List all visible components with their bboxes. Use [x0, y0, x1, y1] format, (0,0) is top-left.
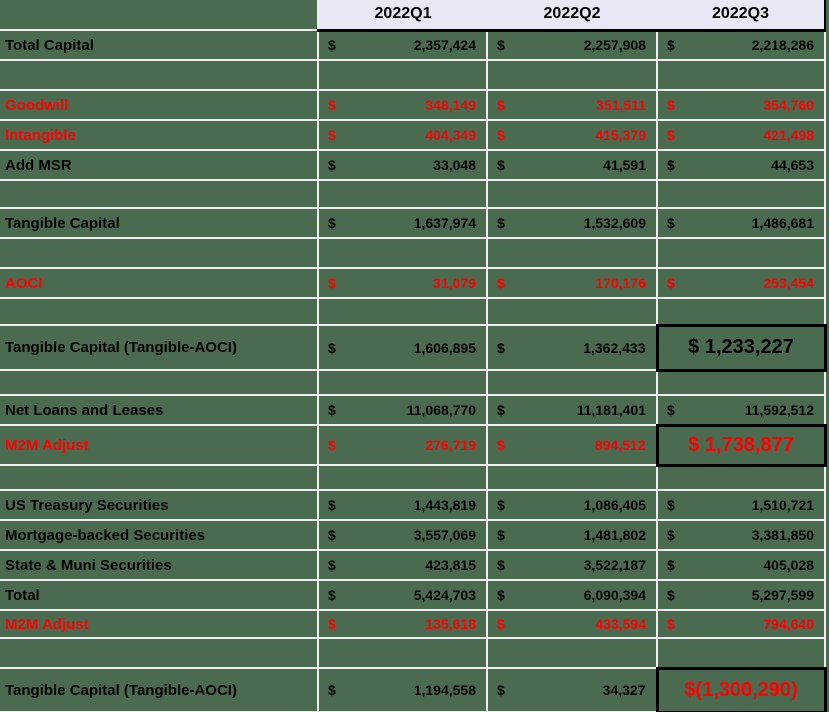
amount-cell[interactable] [657, 520, 825, 550]
amount-cell[interactable] [318, 610, 487, 638]
amount-value: 6,090,394 [583, 587, 646, 603]
blank-cell[interactable] [657, 638, 825, 668]
table-row [0, 668, 825, 712]
currency-symbol: $ [497, 157, 505, 173]
amount-value: 11,068,770 [406, 402, 476, 418]
amount-cell[interactable] [487, 30, 657, 60]
currency-symbol: $ [328, 682, 336, 698]
blank-cell[interactable] [318, 638, 487, 668]
amount-cell[interactable] [318, 90, 487, 120]
column-header-2022q3[interactable]: 2022Q3 [657, 0, 825, 30]
row-label[interactable]: Total Capital [0, 30, 318, 60]
amount-cell[interactable] [657, 395, 825, 425]
currency-symbol: $ [328, 437, 336, 453]
row-label[interactable]: US Treasury Securities [0, 490, 318, 520]
amount-value: 3,381,850 [751, 527, 814, 543]
amount-value: 1,486,681 [751, 215, 814, 231]
amount-value: 34,327 [602, 682, 646, 698]
blank-cell[interactable] [487, 465, 657, 490]
blank-cell[interactable] [487, 180, 657, 208]
currency-symbol: $ [497, 37, 505, 54]
amount-cell[interactable] [657, 30, 825, 60]
table-row [0, 395, 825, 425]
amount-value: 1,086,405 [583, 497, 646, 513]
amount-cell[interactable] [318, 208, 487, 238]
blank-cell[interactable] [487, 298, 657, 325]
row-label[interactable]: Tangible Capital [0, 208, 318, 238]
amount-value: 405,028 [763, 557, 814, 573]
amount-value: 348,149 [425, 97, 476, 113]
table-row [0, 150, 825, 180]
row-label[interactable]: Total [0, 580, 318, 610]
amount-cell[interactable] [657, 610, 825, 638]
row-label[interactable]: AOCI [0, 268, 318, 298]
highlighted-amount-cell[interactable]: $(1,300,290) [657, 668, 825, 712]
blank-cell[interactable] [487, 638, 657, 668]
amount-value: 1,606,895 [413, 339, 476, 356]
currency-symbol: $ [328, 497, 336, 513]
blank-cell[interactable] [0, 60, 318, 90]
amount-cell[interactable] [657, 490, 825, 520]
currency-symbol: $ [497, 527, 505, 543]
blank-cell[interactable] [657, 60, 825, 90]
currency-symbol: $ [328, 616, 336, 632]
currency-symbol: $ [497, 587, 505, 603]
amount-value: 276,719 [425, 437, 476, 453]
amount-value: 135,618 [425, 616, 476, 632]
amount-cell[interactable] [318, 30, 487, 60]
table-row [0, 30, 825, 60]
amount-cell[interactable] [487, 150, 657, 180]
table-row [0, 580, 825, 610]
amount-value: 1,637,974 [413, 215, 476, 231]
currency-symbol: $ [328, 97, 336, 113]
row-label[interactable]: Tangible Capital (Tangible-AOCI) [0, 668, 318, 712]
currency-symbol: $ [497, 437, 505, 453]
table-row [0, 325, 825, 370]
amount-cell[interactable] [657, 90, 825, 120]
amount-value: 794,640 [763, 616, 814, 632]
amount-cell[interactable] [487, 490, 657, 520]
blank-cell[interactable] [657, 298, 825, 325]
blank-cell[interactable] [657, 370, 825, 395]
table-row [0, 90, 825, 120]
currency-symbol: $ [497, 127, 505, 143]
amount-value: 11,592,512 [744, 401, 814, 418]
blank-cell[interactable] [0, 638, 318, 668]
blank-cell[interactable] [318, 465, 487, 490]
currency-symbol: $ [497, 339, 505, 356]
amount-cell[interactable] [487, 668, 657, 712]
currency-symbol: $ [497, 275, 505, 291]
currency-symbol: $ [328, 339, 336, 356]
amount-value: 1,481,802 [583, 527, 646, 543]
spacer-row [0, 180, 825, 208]
row-label[interactable]: Mortgage-backed Securities [0, 520, 318, 550]
currency-symbol: $ [328, 127, 336, 143]
currency-symbol: $ [497, 682, 505, 698]
currency-symbol: $ [667, 157, 675, 173]
amount-cell[interactable] [487, 580, 657, 610]
currency-symbol: $ [667, 587, 675, 603]
currency-symbol: $ [497, 402, 505, 418]
blank-cell[interactable] [0, 238, 318, 268]
amount-value: 1,194,558 [413, 682, 476, 698]
amount-cell[interactable] [487, 208, 657, 238]
amount-cell[interactable] [318, 150, 487, 180]
currency-symbol: $ [667, 497, 675, 513]
amount-cell[interactable] [487, 520, 657, 550]
row-label[interactable]: M2M Adjust [0, 610, 318, 638]
amount-value: 11,181,401 [576, 402, 646, 418]
currency-symbol: $ [328, 215, 336, 231]
amount-cell[interactable] [318, 268, 487, 298]
row-label[interactable]: M2M Adjust [0, 425, 318, 465]
currency-symbol: $ [667, 401, 675, 418]
header-row [0, 0, 825, 30]
amount-cell[interactable] [318, 668, 487, 712]
spacer-row [0, 465, 825, 490]
amount-value: 404,349 [425, 127, 476, 143]
table-row [0, 120, 825, 150]
amount-cell[interactable] [487, 268, 657, 298]
amount-cell[interactable] [487, 120, 657, 150]
table-row [0, 490, 825, 520]
blank-cell[interactable] [487, 238, 657, 268]
blank-cell[interactable] [487, 60, 657, 90]
column-header-2022q1[interactable]: 2022Q1 [318, 0, 487, 30]
amount-cell[interactable] [318, 425, 487, 465]
row-label[interactable]: Intangible [0, 120, 318, 150]
amount-cell[interactable] [318, 395, 487, 425]
row-label[interactable]: Net Loans and Leases [0, 395, 318, 425]
row-label[interactable]: Tangible Capital (Tangible-AOCI) [0, 325, 318, 370]
blank-cell[interactable] [0, 370, 318, 395]
currency-symbol: $ [328, 587, 336, 603]
amount-cell[interactable] [657, 550, 825, 580]
amount-value: 433,594 [595, 616, 646, 632]
currency-symbol: $ [667, 37, 675, 54]
amount-cell[interactable] [318, 520, 487, 550]
currency-symbol: $ [497, 616, 505, 632]
amount-value: 423,815 [425, 557, 476, 573]
amount-value: 31,079 [433, 275, 476, 291]
spacer-row [0, 60, 825, 90]
spacer-row [0, 298, 825, 325]
amount-value: 894,512 [594, 437, 646, 453]
amount-cell[interactable] [318, 325, 487, 370]
amount-cell[interactable] [657, 150, 825, 180]
table-body [0, 30, 825, 712]
currency-symbol: $ [667, 527, 675, 543]
blank-cell[interactable] [657, 238, 825, 268]
amount-cell[interactable] [487, 610, 657, 638]
amount-value: 170,176 [595, 275, 646, 291]
table-row [0, 425, 825, 465]
amount-value: 2,257,908 [583, 37, 646, 54]
currency-symbol: $ [328, 402, 336, 418]
amount-value: 41,591 [603, 157, 646, 173]
currency-symbol: $ [497, 215, 505, 231]
amount-value: 5,297,599 [751, 587, 814, 603]
row-label[interactable]: State & Muni Securities [0, 550, 318, 580]
table-row [0, 520, 825, 550]
amount-cell[interactable] [487, 550, 657, 580]
spacer-row [0, 638, 825, 668]
amount-cell[interactable] [487, 325, 657, 370]
table-row [0, 610, 825, 638]
currency-symbol: $ [667, 557, 675, 573]
table-row [0, 208, 825, 238]
blank-cell[interactable] [657, 180, 825, 208]
blank-cell[interactable] [318, 60, 487, 90]
currency-symbol: $ [328, 557, 336, 573]
currency-symbol: $ [497, 557, 505, 573]
currency-symbol: $ [667, 127, 675, 143]
currency-symbol: $ [497, 97, 505, 113]
amount-value: 253,454 [763, 275, 814, 291]
amount-value: 2,357,424 [413, 37, 476, 54]
currency-symbol: $ [328, 275, 336, 291]
amount-value: 33,048 [433, 157, 476, 173]
amount-value: 421,498 [763, 127, 814, 143]
blank-cell[interactable] [0, 180, 318, 208]
amount-cell[interactable] [318, 490, 487, 520]
table-row [0, 550, 825, 580]
blank-cell[interactable] [657, 465, 825, 490]
blank-cell[interactable] [0, 465, 318, 490]
currency-symbol: $ [497, 497, 505, 513]
row-label[interactable]: Goodwill [0, 90, 318, 120]
column-header-2022q2[interactable]: 2022Q2 [487, 0, 657, 30]
blank-cell[interactable] [318, 370, 487, 395]
currency-symbol: $ [328, 157, 336, 173]
amount-value: 415,379 [595, 127, 646, 143]
amount-cell[interactable] [318, 580, 487, 610]
amount-cell[interactable] [657, 268, 825, 298]
amount-cell[interactable] [318, 550, 487, 580]
amount-value: 2,218,286 [751, 37, 814, 54]
amount-value: 5,424,703 [413, 587, 476, 603]
amount-value: 351,511 [596, 97, 646, 113]
blank-cell[interactable] [318, 238, 487, 268]
currency-symbol: $ [667, 97, 675, 113]
table-row [0, 268, 825, 298]
spacer-row [0, 370, 825, 395]
currency-symbol: $ [667, 215, 675, 231]
amount-value: 1,362,433 [583, 339, 646, 356]
amount-cell[interactable] [657, 120, 825, 150]
blank-cell[interactable] [318, 180, 487, 208]
amount-cell[interactable] [487, 425, 657, 465]
blank-cell[interactable] [318, 298, 487, 325]
amount-value: 1,532,609 [583, 215, 646, 231]
blank-cell[interactable] [487, 370, 657, 395]
row-label[interactable]: Add MSR [0, 150, 318, 180]
currency-symbol: $ [328, 37, 336, 54]
amount-value: 44,653 [771, 157, 814, 173]
amount-cell[interactable] [487, 90, 657, 120]
amount-cell[interactable] [318, 120, 487, 150]
amount-value: 354,760 [763, 97, 814, 113]
highlighted-amount-cell[interactable]: $ 1,738,877 [657, 425, 825, 465]
currency-symbol: $ [667, 275, 675, 291]
highlighted-amount-cell[interactable]: $ 1,233,227 [657, 325, 825, 370]
amount-value: 1,510,721 [751, 497, 814, 513]
amount-cell[interactable] [657, 580, 825, 610]
spacer-row [0, 238, 825, 268]
blank-cell[interactable] [0, 298, 318, 325]
amount-cell[interactable] [487, 395, 657, 425]
currency-symbol: $ [328, 527, 336, 543]
amount-value: 3,522,187 [583, 557, 646, 573]
currency-symbol: $ [667, 616, 675, 632]
amount-value: 3,557,069 [413, 527, 476, 543]
amount-cell[interactable] [657, 208, 825, 238]
corner-cell[interactable] [0, 0, 318, 30]
amount-value: 1,443,819 [413, 497, 476, 513]
